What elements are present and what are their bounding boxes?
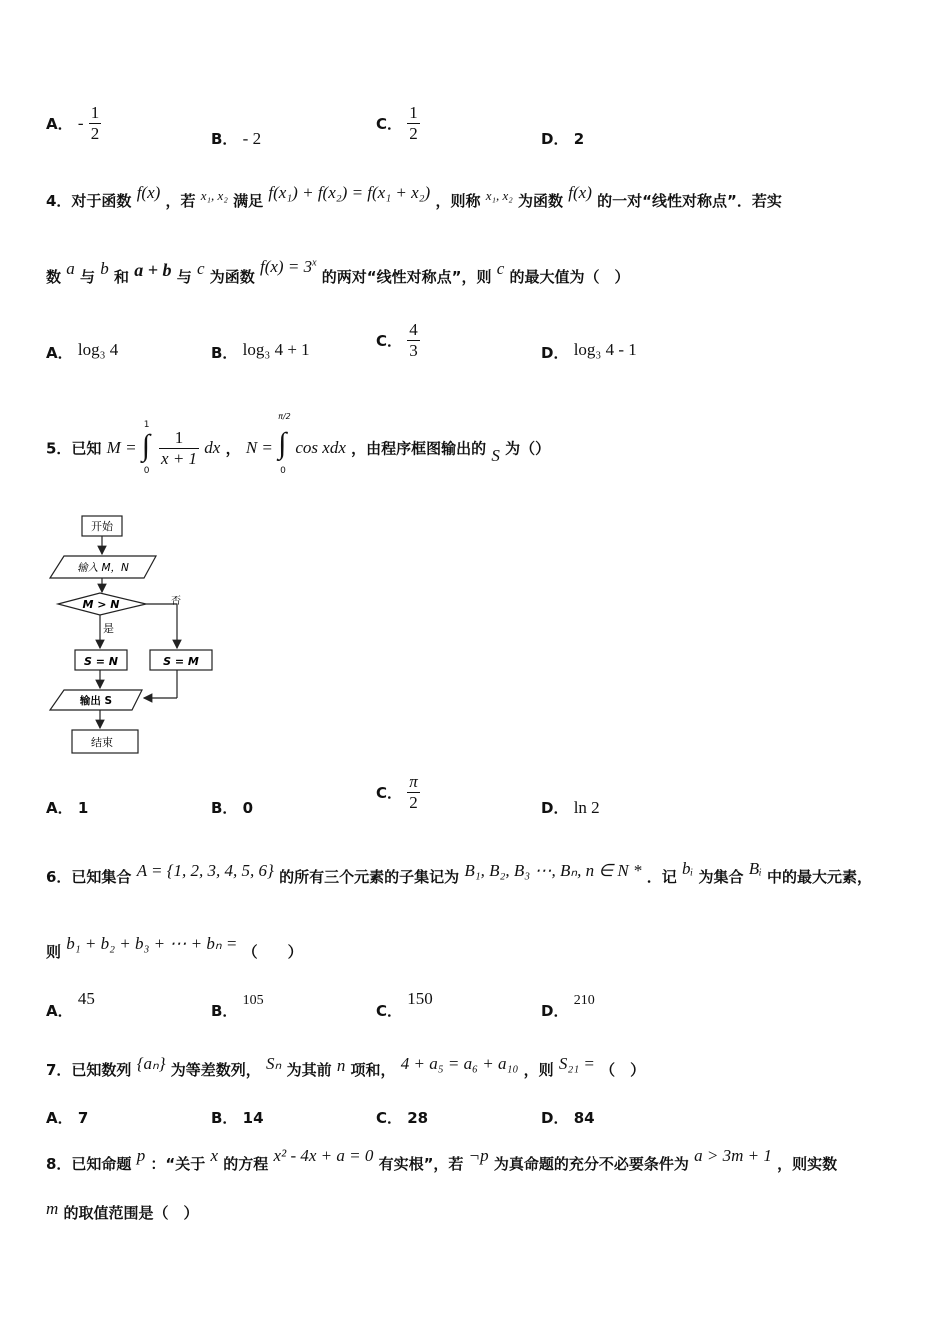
flow-start-label: 开始 <box>91 520 113 533</box>
flow-end-label: 结束 <box>91 736 113 749</box>
integral-M <box>141 420 154 476</box>
integral-lower-limit: 0 <box>143 466 150 476</box>
math-sum: b₁ + b₂ + b₃ + ⋯ + bₙ = <box>66 934 238 953</box>
numerator: π <box>409 772 418 791</box>
function-body: f(x) = 3 <box>260 257 313 276</box>
option-letter: C． <box>376 332 403 350</box>
math-M: M = <box>106 438 137 457</box>
q4-text: 为函数 <box>518 192 564 210</box>
denominator: 2 <box>90 124 100 143</box>
flow-yes-label: 是 <box>103 622 114 635</box>
option-letter: B． <box>211 799 238 817</box>
q6-line-2 <box>46 934 303 962</box>
option-value: 105 <box>242 993 264 1008</box>
math-p: p <box>136 1146 146 1165</box>
q8-text: 的方程 <box>223 1155 269 1173</box>
q6-option-d <box>541 993 595 1021</box>
denominator: 2 <box>409 793 418 812</box>
option-letter: D． <box>541 344 569 362</box>
q7-option-c <box>376 1107 428 1128</box>
q3-option-d <box>541 128 584 149</box>
option-letter: C． <box>376 115 403 133</box>
q7-text: 为其前 <box>286 1061 332 1079</box>
option-value: ln 2 <box>573 798 600 817</box>
q4-option-a <box>46 342 118 363</box>
q4-line-2 <box>46 257 630 287</box>
q6-text: 中的最大元素， <box>767 868 873 886</box>
q7-option-d <box>541 1107 595 1128</box>
q4-option-d <box>541 342 637 363</box>
q7-line <box>46 1054 646 1080</box>
q7-option-b <box>211 1107 264 1128</box>
math-Bi: Bᵢ <box>748 859 762 878</box>
option-letter: D． <box>541 130 569 148</box>
math-set: A = {1, 2, 3, 4, 5, 6} <box>136 861 274 880</box>
q6-text: （ ） <box>242 943 303 961</box>
q4-text: ，则称 <box>435 192 481 210</box>
q4-text: 为函数 <box>209 268 255 286</box>
math-a: a <box>66 259 75 278</box>
flow-no-label: 否 <box>171 596 181 607</box>
q8-line-1 <box>46 1146 838 1174</box>
q4-option-b <box>211 342 310 363</box>
math-subsets: B₁, B₂, B₃ ⋯, Bₙ, n ∈ N * <box>464 861 642 880</box>
q4-text: 和 <box>113 268 129 286</box>
fraction <box>159 428 199 469</box>
option-letter: D． <box>541 1002 569 1020</box>
math-fx: f(x) <box>568 183 592 202</box>
math-c: c <box>496 259 505 278</box>
option-value: log₃ 4 - 1 <box>573 340 637 359</box>
flow-output-label: 输出 S <box>79 695 113 707</box>
math-c: c <box>196 259 205 278</box>
flow-assign-yes-label: S = N <box>83 655 119 668</box>
q4-text: 满足 <box>233 192 264 210</box>
function-exponent: x <box>312 257 317 269</box>
option-letter: A． <box>46 799 73 817</box>
q7-text: 项和， <box>350 1061 396 1079</box>
denominator: 2 <box>409 124 418 143</box>
flow-assign-no-label: S = M <box>163 655 199 668</box>
q4-text: 的两对“线性对称点”，则 <box>321 268 492 286</box>
q4-text: ，若 <box>165 192 196 210</box>
math-not-p: ¬p <box>468 1146 489 1165</box>
fraction <box>407 772 420 813</box>
option-value: 150 <box>407 989 433 1008</box>
math-S: S <box>491 446 500 465</box>
q6-text: 6．已知集合 <box>46 868 132 886</box>
math-Sn: Sₙ <box>266 1054 282 1073</box>
q5-option-b <box>211 797 253 818</box>
q8-text: 8．已知命题 <box>46 1155 132 1173</box>
option-value: 7 <box>77 1109 89 1127</box>
q3-option-b <box>211 128 261 149</box>
q8-line-2 <box>46 1199 199 1223</box>
integral-upper-limit: π/2 <box>278 412 291 421</box>
q6-option-a <box>46 989 95 1021</box>
math-sequence: {aₙ} <box>136 1054 166 1073</box>
q5-text: ， <box>225 439 241 458</box>
option-letter: B． <box>211 344 238 362</box>
q4-text: 与 <box>176 268 192 286</box>
option-value: 14 <box>242 1109 264 1127</box>
option-letter: A． <box>46 1109 73 1127</box>
math-equation: 4 + a₅ = a₆ + a₁₀ <box>400 1054 519 1073</box>
q3-option-c <box>376 103 420 144</box>
option-letter: A． <box>46 115 73 133</box>
option-value: 2 <box>573 130 585 148</box>
math-n: n <box>336 1056 346 1075</box>
math-x12: x₁, x₂ <box>200 188 228 203</box>
option-letter: C． <box>376 1109 403 1127</box>
q4-text: 的最大值为（ ） <box>509 268 630 286</box>
q5-option-a <box>46 797 88 818</box>
q7-text: 7．已知数列 <box>46 1061 132 1079</box>
q5-text: 5．已知 <box>46 439 102 458</box>
q6-text: ．记 <box>646 868 677 886</box>
q5-line <box>46 412 551 476</box>
integral-sign: ∫ <box>141 429 151 462</box>
minus-sign: - <box>77 113 84 133</box>
math-bi: bᵢ <box>682 859 694 878</box>
option-value: log₃ 4 + 1 <box>242 340 310 359</box>
option-value: 45 <box>77 989 95 1008</box>
denominator: x + 1 <box>161 448 198 468</box>
numerator: 1 <box>90 103 100 122</box>
math-x: x <box>210 1146 219 1165</box>
q5-option-c <box>376 772 420 813</box>
integral-lower-limit: 0 <box>280 466 286 476</box>
q4-line-1 <box>46 183 782 211</box>
fraction <box>407 320 420 361</box>
numerator: 4 <box>409 320 418 339</box>
q4-text: 与 <box>79 268 95 286</box>
math-S21: S₂₁ = <box>558 1054 595 1073</box>
q4-text: 4．对于函数 <box>46 192 132 210</box>
fraction <box>89 103 102 144</box>
option-value: log₃ 4 <box>77 340 119 359</box>
q6-line-1 <box>46 859 873 887</box>
math-condition: a > 3m + 1 <box>694 1146 772 1165</box>
q8-text: ，则实数 <box>777 1155 838 1173</box>
fraction <box>407 103 420 144</box>
math-condition: f(x₁) + f(x₂) = f(x₁ + x₂) <box>268 183 431 202</box>
q6-text: 为集合 <box>698 868 744 886</box>
numerator: 1 <box>159 428 199 449</box>
q7-option-a <box>46 1107 88 1128</box>
q8-text: 为真命题的充分不必要条件为 <box>493 1155 689 1173</box>
math-N: N = <box>245 438 273 457</box>
q6-text: 则 <box>46 943 62 961</box>
q3-option-a <box>46 103 101 144</box>
flowchart <box>44 510 234 760</box>
q5-text: ，由程序框图输出的 <box>351 439 487 458</box>
q7-text: ，则 <box>523 1061 554 1079</box>
option-letter: C． <box>376 1002 403 1020</box>
q8-text: 有实根”，若 <box>378 1155 464 1173</box>
math-b: b <box>100 259 109 278</box>
math-fx: f(x) <box>136 183 161 202</box>
q6-text: 的所有三个元素的子集记为 <box>279 868 460 886</box>
math-x12: x₁, x₂ <box>485 188 513 203</box>
math-m: m <box>46 1199 59 1218</box>
math-dx: dx <box>204 438 221 457</box>
option-letter: D． <box>541 1109 569 1127</box>
option-value: 1 <box>77 799 89 817</box>
denominator: 3 <box>409 341 418 360</box>
math-cos: cos xdx <box>295 438 346 457</box>
option-value: 0 <box>242 799 254 817</box>
option-value: 28 <box>407 1109 429 1127</box>
flow-input-label: 输入 M，N <box>77 562 129 574</box>
q5-option-d <box>541 797 600 818</box>
q8-text: 的取值范围是（ ） <box>63 1204 199 1222</box>
math-function <box>260 257 317 276</box>
q6-option-c <box>376 989 433 1021</box>
q4-text: 的一对“线性对称点”．若实 <box>597 192 782 210</box>
option-letter: B． <box>211 1109 238 1127</box>
option-value: - 2 <box>242 129 262 148</box>
option-letter: B． <box>211 130 238 148</box>
option-letter: B． <box>211 1002 238 1020</box>
option-value: 84 <box>573 1109 595 1127</box>
q4-option-c <box>376 320 420 361</box>
option-letter: C． <box>376 784 403 802</box>
option-letter: A． <box>46 344 73 362</box>
q7-text: （ ） <box>600 1061 646 1079</box>
option-letter: A． <box>46 1002 73 1020</box>
q7-text: 为等差数列， <box>170 1061 261 1079</box>
option-value: 210 <box>573 993 595 1008</box>
numerator: 1 <box>409 103 418 122</box>
q4-text: 数 <box>46 268 62 286</box>
math-a-plus-b: a + b <box>134 260 172 280</box>
integral-sign: ∫ <box>278 427 287 460</box>
q5-text: 为（） <box>505 439 551 458</box>
math-equation: x² - 4x + a = 0 <box>273 1146 374 1165</box>
integral-N <box>278 412 291 476</box>
option-letter: D． <box>541 799 569 817</box>
q8-text: ：“关于 <box>150 1155 206 1173</box>
flow-decision-label: M > N <box>82 598 120 611</box>
q6-option-b <box>211 993 264 1021</box>
integral-upper-limit: 1 <box>143 420 150 430</box>
